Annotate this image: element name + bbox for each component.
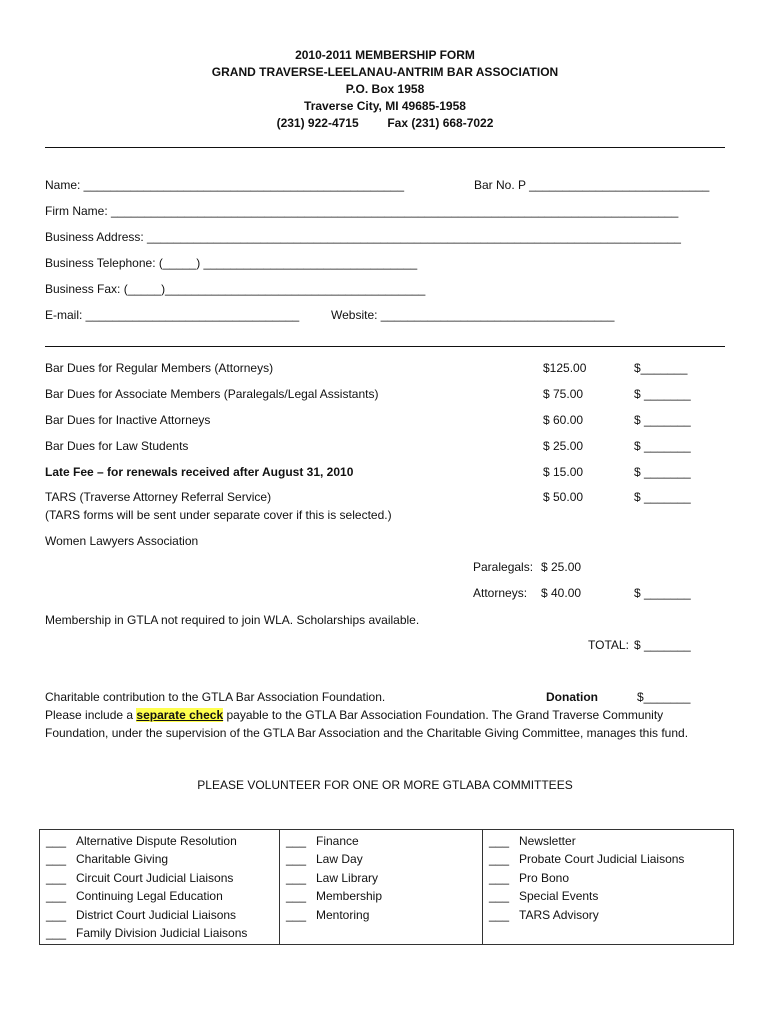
dues-amount-associate: $ 75.00: [543, 387, 584, 401]
separate-check-highlight: separate check: [136, 708, 224, 722]
charity-line-2-post: payable to the GTLA Bar Association Foundation. The Grand Traverse Community: [226, 708, 664, 722]
association-name: GRAND TRAVERSE-LEELANAU-ANTRIM BAR ASSOCIATION: [211, 65, 559, 79]
committee-item[interactable]: ___ Law Library: [286, 870, 379, 885]
dues-label-inactive: Bar Dues for Inactive Attorneys: [45, 413, 211, 427]
phone-number: (231) 922-4715: [276, 116, 359, 130]
dues-amount-inactive: $ 60.00: [543, 413, 584, 427]
committee-column-1: [40, 830, 280, 945]
committee-item[interactable]: ___ Probate Court Judicial Liaisons: [489, 852, 685, 867]
wla-paralegals-amount: $ 25.00: [541, 560, 582, 574]
committee-item[interactable]: ___ Special Events: [489, 889, 599, 904]
form-title: 2010-2011 MEMBERSHIP FORM: [295, 48, 475, 62]
wla-paralegals-label: Paralegals:: [473, 560, 534, 574]
dues-blank-students[interactable]: $ _______: [634, 439, 691, 453]
committee-item[interactable]: ___ Finance: [286, 834, 359, 848]
committee-item[interactable]: ___ TARS Advisory: [489, 907, 599, 922]
tars-blank[interactable]: $ _______: [634, 490, 691, 504]
tars-label: TARS (Traverse Attorney Referral Service): [45, 490, 272, 504]
dues-label-students: Bar Dues for Law Students: [45, 439, 189, 453]
committee-item[interactable]: ___ Membership: [286, 889, 383, 904]
committee-column-2: [280, 830, 483, 945]
dues-blank-associate[interactable]: $ _______: [634, 387, 691, 401]
email-field[interactable]: E-mail: ________________________________: [45, 308, 300, 322]
fax-number: Fax (231) 668-7022: [387, 116, 494, 130]
dues-blank-regular[interactable]: $_______: [634, 361, 688, 375]
dues-label-associate: Bar Dues for Associate Members (Paralegals/Legal Assistants): [45, 387, 379, 401]
wla-attorneys-amount: $ 40.00: [541, 586, 582, 600]
charity-line-1: Charitable contribution to the GTLA Bar Association Foundation.: [45, 690, 386, 704]
committee-column-3: [483, 830, 734, 945]
fields-divider: [45, 346, 725, 347]
wla-attorneys-label: Attorneys:: [473, 586, 528, 600]
wla-note: Membership in GTLA not required to join WLA. Scholarships available.: [45, 613, 420, 627]
committee-item[interactable]: ___ Law Day: [286, 852, 363, 867]
volunteer-heading: PLEASE VOLUNTEER FOR ONE OR MORE GTLABA COMMITTEES: [197, 778, 573, 792]
late-fee-label: Late Fee – for renewals received after August 31, 2010: [45, 465, 354, 479]
late-fee-blank[interactable]: $ _______: [634, 465, 691, 479]
contact-line: [0, 115, 770, 132]
committee-item[interactable]: ___ Charitable Giving: [46, 852, 169, 867]
tars-note: (TARS forms will be sent under separate cover if this is selected.): [45, 508, 392, 522]
dues-amount-regular: $125.00: [543, 361, 587, 375]
donation-blank[interactable]: $_______: [637, 690, 691, 704]
committees-table: [39, 829, 734, 945]
committee-item[interactable]: ___ Pro Bono: [489, 870, 570, 885]
business-address-field[interactable]: Business Address: ________________________________________________________________________________: [45, 230, 681, 244]
charity-line-2-pre: Please include a: [45, 708, 134, 722]
committee-item[interactable]: ___ District Court Judicial Liaisons: [46, 907, 237, 922]
charity-line-2: [45, 708, 663, 722]
website-field[interactable]: Website: ___________________________________: [331, 308, 615, 322]
wla-blank[interactable]: $ _______: [634, 586, 691, 600]
donation-label: Donation: [546, 690, 598, 704]
firm-name-field[interactable]: Firm Name: _____________________________________________________________________________________: [45, 204, 679, 218]
city-state-zip: Traverse City, MI 49685-1958: [304, 99, 466, 113]
name-field[interactable]: Name: ________________________________________________: [45, 178, 405, 192]
committee-item[interactable]: ___ Mentoring: [286, 907, 370, 922]
committee-item[interactable]: ___ Continuing Legal Education: [46, 889, 223, 904]
business-telephone-field[interactable]: Business Telephone: (_____) ________________________________: [45, 256, 418, 270]
committee-item[interactable]: ___ Circuit Court Judicial Liaisons: [46, 870, 234, 885]
charity-line-3: Foundation, under the supervision of the GTLA Bar Association and the Charitable Giving Committee, manages this fund.: [45, 726, 689, 740]
total-blank[interactable]: $ _______: [634, 638, 691, 652]
dues-blank-inactive[interactable]: $ _______: [634, 413, 691, 427]
bar-number-field[interactable]: Bar No. P ___________________________: [474, 178, 710, 192]
late-fee-amount: $ 15.00: [543, 465, 584, 479]
committee-item[interactable]: ___ Newsletter: [489, 834, 576, 848]
wla-title: Women Lawyers Association: [45, 534, 199, 548]
total-label: TOTAL:: [588, 638, 629, 652]
committee-item[interactable]: ___ Family Division Judicial Liaisons: [46, 926, 248, 941]
tars-amount: $ 50.00: [543, 490, 584, 504]
po-box: P.O. Box 1958: [345, 82, 425, 96]
dues-label-regular: Bar Dues for Regular Members (Attorneys): [45, 361, 274, 375]
dues-amount-students: $ 25.00: [543, 439, 584, 453]
header-divider: [45, 147, 725, 148]
business-fax-field[interactable]: Business Fax: (_____)_______________________________________: [45, 282, 426, 296]
committee-item[interactable]: ___ Alternative Dispute Resolution: [46, 834, 237, 848]
